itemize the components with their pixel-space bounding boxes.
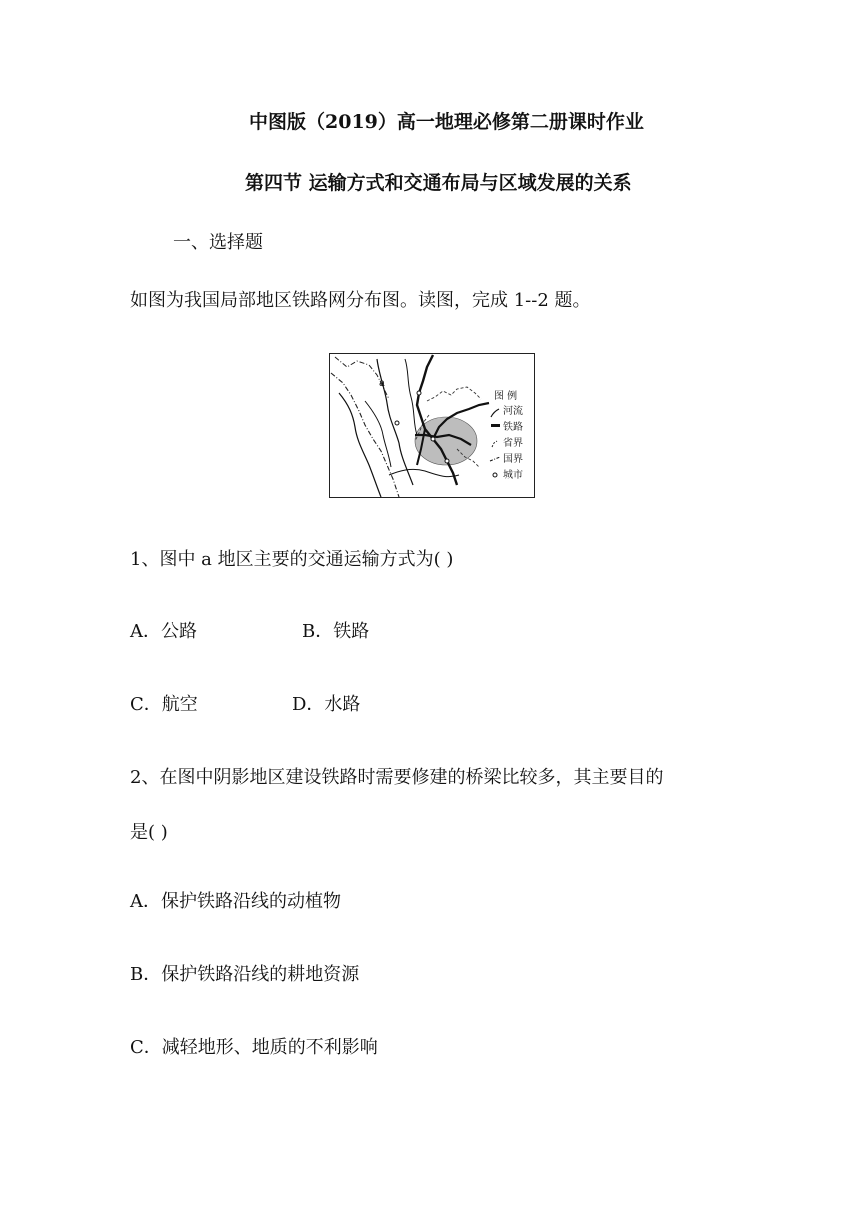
city-legend-icon xyxy=(493,473,497,477)
city-dot xyxy=(395,421,399,425)
legend-title: 图 例 xyxy=(494,391,518,402)
lesson-title: 第四节 运输方式和交通布局与区域发展的关系 xyxy=(245,172,632,194)
legend-label-city: 城市 xyxy=(503,470,523,481)
railway-map-figure xyxy=(329,353,535,498)
intro-text: 如图为我国局部地区铁路网分布图。读图，完成 1--2 题。 xyxy=(130,290,591,311)
question-2-stem-line1: 2、在图中阴影地区建设铁路时需要修建的桥梁比较多，其主要目的 xyxy=(130,767,664,788)
q1-option-c: C．航空 xyxy=(130,694,198,715)
legend-label-national: 国界 xyxy=(503,454,523,465)
legend-label-river: 河流 xyxy=(503,406,523,417)
label-a: a xyxy=(379,378,385,389)
page-title: 中图版（2019）高一地理必修第二册课时作业 xyxy=(249,111,644,133)
q2-option-a: A．保护铁路沿线的动植物 xyxy=(130,891,341,912)
q1-option-a: A．公路 xyxy=(130,621,197,642)
railway-legend-icon xyxy=(491,424,500,427)
legend-label-railway: 铁路 xyxy=(503,422,523,433)
q1-option-b: B．铁路 xyxy=(302,621,370,642)
q2-option-c: C．减轻地形、地质的不利影响 xyxy=(130,1037,378,1058)
q2-option-b: B．保护铁路沿线的耕地资源 xyxy=(130,964,360,985)
question-2-stem-line2: 是( ) xyxy=(130,822,168,843)
question-1-stem: 1、图中 a 地区主要的交通运输方式为( ) xyxy=(130,549,454,570)
section-heading: 一、选择题 xyxy=(173,232,263,253)
legend-label-province: 省界 xyxy=(503,438,523,449)
q1-option-d: D．水路 xyxy=(292,694,361,715)
